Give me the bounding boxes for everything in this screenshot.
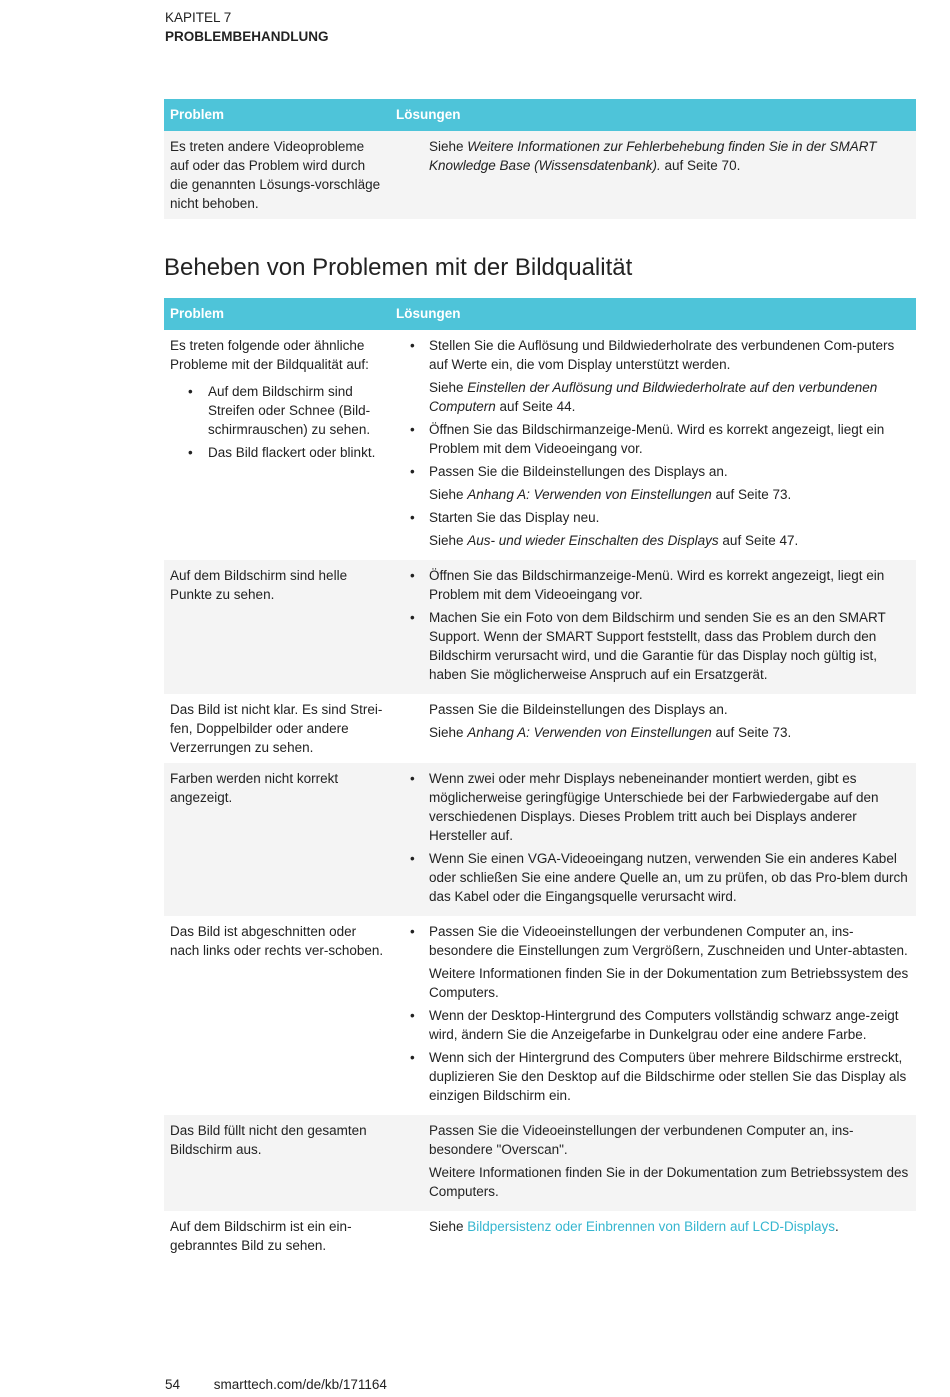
- see-prefix: Siehe: [429, 725, 468, 740]
- list-item: [396, 508, 910, 550]
- solution-cell: [390, 763, 916, 916]
- solution-list: [396, 922, 910, 1105]
- table-image-quality: [164, 298, 916, 1261]
- reference-link[interactable]: Anhang A: Verwenden von Einstellungen: [467, 725, 712, 740]
- see-prefix: Siehe: [429, 533, 468, 548]
- problem-cell: Auf dem Bildschirm ist ein ein-gebranntes Bild zu sehen.: [170, 1219, 352, 1253]
- table-row: [164, 1211, 916, 1261]
- footer-url[interactable]: smarttech.com/de/kb/171164: [213, 1377, 387, 1392]
- see-reference: [396, 723, 910, 742]
- page-reference: auf Seite 47.: [718, 533, 799, 548]
- chapter-label: KAPITEL 7: [165, 10, 232, 25]
- problem-bullet-list: [170, 382, 384, 462]
- list-item: • Machen Sie ein Foto von dem Bildschirm und senden Sie es an den SMART Support. Wenn der SMART Support feststellt, dass das Problem durch den Bildschirm verursacht wird, und die Garantie für das Display noch gültig ist, haben Sie möglicherweise Anspruch auf ein Ersatzgerät.: [396, 608, 910, 684]
- table-other-video-problems: [164, 99, 916, 219]
- see-prefix: Siehe: [429, 139, 468, 154]
- solution-note: Weitere Informationen finden Sie in der Dokumentation zum Betriebssystem des Computers.: [429, 966, 909, 1000]
- table-row: [164, 560, 916, 694]
- table-row: [164, 916, 916, 1115]
- list-item: • Wenn zwei oder mehr Displays nebeneinander montiert werden, gibt es möglicherweise geringfügige Unterschiede bei der Farbwiedergabe auf den verschiedenen Displays. Dieses Problem tritt auch bei Displays anderer Hersteller auf.: [396, 769, 910, 845]
- solution-cell: [390, 1211, 916, 1261]
- see-prefix: Siehe: [429, 487, 468, 502]
- see-prefix: Siehe: [429, 1219, 468, 1234]
- problem-cell: Es treten andere Videoprobleme auf oder das Problem wird durch die genannten Lösungs-vorschläge nicht behoben.: [164, 131, 390, 219]
- column-header-solutions: Lösungen: [390, 99, 916, 131]
- see-prefix: Siehe: [429, 380, 468, 395]
- see-reference: [429, 378, 910, 416]
- page-reference: auf Seite 70.: [660, 158, 741, 173]
- punctuation: .: [834, 1219, 839, 1234]
- solution-cell: [390, 1115, 916, 1211]
- see-reference: [396, 1217, 910, 1236]
- table-row: [164, 131, 916, 219]
- page-footer: [165, 1377, 387, 1392]
- table-row: [164, 330, 916, 560]
- list-item: • Wenn der Desktop-Hintergrund des Computers vollständig schwarz ange-zeigt wird, ändern Sie die Anzeigefarbe in Dunkelgrau oder eine andere Farbe.: [396, 1006, 910, 1044]
- column-header-problem: Problem: [164, 99, 390, 131]
- column-header-solutions: Lösungen: [390, 298, 916, 330]
- solution-text: Passen Sie die Bildeinstellungen des Displays an.: [429, 702, 728, 717]
- solution-list: [396, 336, 910, 550]
- page-reference: auf Seite 73.: [711, 487, 792, 502]
- page-number: 54: [165, 1377, 181, 1392]
- problem-cell: Auf dem Bildschirm sind helle Punkte zu sehen.: [164, 560, 390, 694]
- list-item: • Auf dem Bildschirm sind Streifen oder Schnee (Bild-schirmrauschen) zu sehen.: [170, 382, 384, 439]
- list-item: • Wenn sich der Hintergrund des Computers über mehrere Bildschirme erstreckt, duplizieren Sie den Desktop auf die Bildschirme oder stellen Sie das Display als einzigen Bildschirm ein.: [396, 1048, 910, 1105]
- section-title: Beheben von Problemen mit der Bildqualität: [164, 254, 633, 281]
- solution-cell: [390, 131, 916, 219]
- solution-text: • Starten Sie das Display neu.: [429, 510, 600, 525]
- problem-cell: Das Bild ist abgeschnitten oder nach links oder rechts ver-schoben.: [170, 924, 384, 958]
- reference-link[interactable]: Aus- und wieder Einschalten des Displays: [467, 533, 719, 548]
- solution-cell: [390, 916, 916, 1115]
- column-header-problem: Problem: [164, 298, 390, 330]
- list-item: • Öffnen Sie das Bildschirmanzeige-Menü. Wird es korrekt angezeigt, liegt ein Problem mit dem Videoeingang vor.: [396, 566, 910, 604]
- solution-note: Weitere Informationen finden Sie in der Dokumentation zum Betriebssystem des Computers.: [429, 1165, 909, 1199]
- solution-text: • Stellen Sie die Auflösung und Bildwiederholrate des verbundenen Com-puters auf Werte ein, die vom Display unterstützt werden.: [429, 338, 895, 372]
- table-row: [164, 1115, 916, 1211]
- solution-cell: [390, 330, 916, 560]
- reference-link[interactable]: Einstellen der Auflösung und Bildwiederholrate auf den verbundenen Computern: [429, 380, 878, 414]
- table-header-row: [164, 99, 916, 131]
- problem-text: Es treten folgende oder ähnliche Probleme mit der Bildqualität auf:: [170, 338, 369, 372]
- table-header-row: [164, 298, 916, 330]
- solution-text: [396, 137, 910, 175]
- solution-cell: [390, 694, 916, 763]
- solution-text: Passen Sie die Videoeinstellungen der verbundenen Computer an, ins-besondere "Overscan".: [429, 1123, 854, 1157]
- list-item: • Öffnen Sie das Bildschirmanzeige-Menü. Wird es korrekt angezeigt, liegt ein Problem mit dem Videoeingang vor.: [396, 420, 910, 458]
- chapter-title: PROBLEMBEHANDLUNG: [165, 29, 329, 44]
- page-reference: auf Seite 44.: [495, 399, 576, 414]
- solution-list: [396, 769, 910, 906]
- problem-cell: Das Bild füllt nicht den gesamten Bildschirm aus.: [164, 1115, 390, 1211]
- problem-cell: Das Bild ist nicht klar. Es sind Strei-fen, Doppelbilder oder andere Verzerrungen zu sehen.: [170, 702, 383, 755]
- list-item: • Das Bild flackert oder blinkt.: [170, 443, 384, 462]
- see-reference: [429, 531, 910, 550]
- solution-text: • Passen Sie die Videoeinstellungen der verbundenen Computer an, ins-besondere die Einstellungen zum Vergrößern, Zuschneiden und Unter-abtasten.: [429, 924, 908, 958]
- table-row: [164, 763, 916, 916]
- reference-link[interactable]: Weitere Informationen zur Fehlerbehebung finden Sie in der SMART Knowledge Base (Wissensdatenbank).: [429, 139, 877, 173]
- hyperlink[interactable]: Bildpersistenz oder Einbrennen von Bildern auf LCD-Displays: [467, 1219, 835, 1234]
- see-reference: [429, 485, 910, 504]
- chapter-heading: [165, 8, 329, 46]
- page-reference: auf Seite 73.: [711, 725, 792, 740]
- solution-list: [396, 566, 910, 684]
- list-item: [396, 336, 910, 416]
- solution-text: • Passen Sie die Bildeinstellungen des Displays an.: [429, 464, 728, 479]
- list-item: [396, 462, 910, 504]
- problem-cell: Farben werden nicht korrekt angezeigt.: [164, 763, 390, 916]
- problem-cell: [164, 330, 390, 560]
- table-row: [164, 694, 916, 763]
- reference-link[interactable]: Anhang A: Verwenden von Einstellungen: [467, 487, 712, 502]
- list-item: • Wenn Sie einen VGA-Videoeingang nutzen, verwenden Sie ein anderes Kabel oder schließen Sie eine andere Quelle an, um zu prüfen, ob das Pro-blem durch das Kabel oder die Eingangsquelle verursacht wird.: [396, 849, 910, 906]
- solution-cell: [390, 560, 916, 694]
- list-item: [396, 922, 910, 1002]
